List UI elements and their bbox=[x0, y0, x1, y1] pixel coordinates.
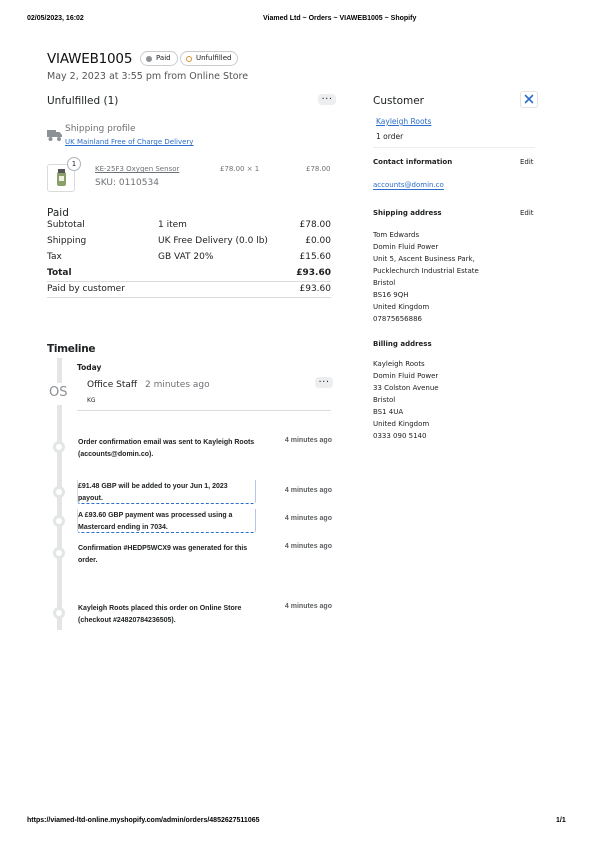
tax-desc: GB VAT 20% bbox=[158, 252, 214, 262]
paid-by-customer-amount: £93.60 bbox=[299, 284, 331, 294]
timeline-event-dot bbox=[53, 607, 65, 619]
print-datetime: 02/05/2023, 16:02 bbox=[27, 15, 84, 22]
timeline-event-text[interactable]: A £93.60 GBP payment was processed using a Mastercard ending in 7034. bbox=[78, 512, 233, 531]
total-label: Total bbox=[47, 268, 72, 278]
avatar-initials: OS bbox=[49, 385, 68, 400]
contact-info-heading: Contact information bbox=[373, 158, 453, 166]
timeline-event-dot bbox=[53, 486, 65, 498]
timeline-event-time: 4 minutes ago bbox=[284, 603, 332, 610]
billing-address-block bbox=[373, 358, 439, 442]
timeline-event-dot bbox=[53, 547, 65, 559]
timeline-heading: Timeline bbox=[47, 343, 96, 355]
product-sku: SKU: 0110534 bbox=[95, 178, 159, 188]
address-line: Domin Fluid Power bbox=[373, 372, 439, 380]
address-line: 33 Colston Avenue bbox=[373, 384, 439, 392]
shipping-address-heading: Shipping address bbox=[373, 209, 442, 217]
shipping-amount: £0.00 bbox=[305, 236, 331, 246]
truck-icon bbox=[47, 127, 63, 141]
payment-status-badge bbox=[140, 51, 178, 66]
shipping-edit-link[interactable]: Edit bbox=[520, 209, 534, 217]
timeline-event-text: Confirmation #HEDP5WCX9 was generated for this order. bbox=[78, 545, 248, 564]
timeline-event-text: Kayleigh Roots placed this order on Online Store (checkout #24820784236505). bbox=[78, 605, 242, 624]
address-line: Pucklechurch Industrial Estate bbox=[373, 267, 479, 275]
print-url: https://viamed-ltd-online.myshopify.com/admin/orders/4852627511065 bbox=[27, 817, 260, 824]
address-line: Unit 5, Ascent Business Park, bbox=[373, 255, 475, 263]
timeline-event-time: 4 minutes ago bbox=[284, 515, 332, 522]
address-line: 07875656886 bbox=[373, 315, 422, 323]
billing-address-heading: Billing address bbox=[373, 340, 432, 348]
order-number: VIAWEB1005 bbox=[47, 51, 133, 67]
fulfillment-more-actions-button[interactable] bbox=[318, 91, 336, 105]
address-line: BS1 4UA bbox=[373, 408, 404, 416]
timeline-today-label: Today bbox=[77, 363, 102, 372]
paid-dot-icon bbox=[146, 56, 152, 62]
timeline-event-dot bbox=[53, 441, 65, 453]
comment-more-actions-button[interactable] bbox=[315, 374, 333, 388]
item-quantity-value: 1 bbox=[71, 160, 77, 168]
address-line: Bristol bbox=[373, 279, 396, 287]
subtotal-desc: 1 item bbox=[158, 220, 187, 230]
customer-email[interactable]: accounts@domin.co bbox=[373, 181, 444, 189]
subtotal-amount: £78.00 bbox=[299, 220, 331, 230]
order-subtitle: May 2, 2023 at 3:55 pm from Online Store bbox=[47, 71, 249, 82]
paid-divider bbox=[47, 281, 331, 282]
customer-name-link[interactable]: Kayleigh Roots bbox=[376, 117, 432, 126]
shipping-desc: UK Free Delivery (0.0 lb) bbox=[158, 236, 268, 246]
unfulfilled-dot-icon bbox=[186, 56, 192, 62]
unfulfilled-heading: Unfulfilled (1) bbox=[47, 95, 119, 107]
address-line: Kayleigh Roots bbox=[373, 360, 425, 368]
payment-status-label: Paid bbox=[156, 54, 171, 62]
print-page-number: 1/1 bbox=[556, 817, 566, 824]
timeline-event-text: Order confirmation email was sent to Kayleigh Roots (accounts@domin.co). bbox=[78, 439, 255, 458]
tax-amount: £15.60 bbox=[299, 252, 331, 262]
staff-name: Office Staff bbox=[87, 380, 138, 390]
customer-heading: Customer bbox=[373, 95, 425, 107]
address-line: United Kingdom bbox=[373, 420, 430, 428]
shipping-label: Shipping bbox=[47, 236, 87, 246]
staff-comment-time: 2 minutes ago bbox=[145, 380, 210, 390]
address-line: United Kingdom bbox=[373, 303, 430, 311]
timeline-event-time: 4 minutes ago bbox=[284, 487, 332, 494]
timeline-event-time: 4 minutes ago bbox=[284, 543, 332, 550]
avatar bbox=[45, 383, 75, 405]
tax-label: Tax bbox=[47, 252, 62, 262]
close-icon bbox=[521, 92, 537, 107]
comment-divider bbox=[77, 410, 331, 411]
item-quantity-badge bbox=[67, 157, 81, 171]
total-amount: £93.60 bbox=[296, 268, 331, 278]
print-page-title: Viamed Ltd ~ Orders ~ VIAWEB1005 ~ Shopify bbox=[263, 15, 417, 22]
shipping-address-block bbox=[373, 229, 479, 325]
product-name-link[interactable]: KE-25F3 Oxygen Sensor bbox=[95, 165, 180, 173]
contact-edit-link[interactable]: Edit bbox=[520, 158, 534, 166]
paid-bottom-divider bbox=[47, 297, 331, 298]
fulfillment-status-label: Unfulfilled bbox=[196, 54, 232, 62]
customer-orders-count: 1 order bbox=[376, 132, 404, 141]
staff-comment-text: KG bbox=[87, 397, 96, 404]
paid-heading: Paid bbox=[47, 207, 69, 219]
horizontal-dots-icon: ... bbox=[321, 91, 333, 102]
timeline-event-time: 4 minutes ago bbox=[284, 437, 332, 444]
address-line: Bristol bbox=[373, 396, 396, 404]
product-line-total: £78.00 bbox=[306, 165, 331, 173]
shipping-profile-link[interactable]: UK Mainland Free of Charge Delivery bbox=[65, 138, 194, 146]
timeline-event-dot bbox=[53, 515, 65, 527]
subtotal-label: Subtotal bbox=[47, 220, 85, 230]
address-line: Tom Edwards bbox=[373, 231, 420, 239]
fulfillment-status-badge bbox=[180, 51, 238, 66]
customer-divider bbox=[373, 147, 535, 148]
customer-close-button[interactable] bbox=[520, 91, 538, 108]
address-line: Domin Fluid Power bbox=[373, 243, 439, 251]
timeline-event-text[interactable]: £91.48 GBP will be added to your Jun 1, 2023 payout. bbox=[78, 483, 228, 502]
horizontal-dots-icon: ... bbox=[318, 374, 330, 385]
product-unit-price: £78.00 × 1 bbox=[220, 165, 260, 173]
address-line: BS16 9QH bbox=[373, 291, 409, 299]
address-line: 0333 090 5140 bbox=[373, 432, 427, 440]
paid-by-customer-label: Paid by customer bbox=[47, 284, 125, 294]
shipping-profile-label: Shipping profile bbox=[65, 124, 136, 134]
